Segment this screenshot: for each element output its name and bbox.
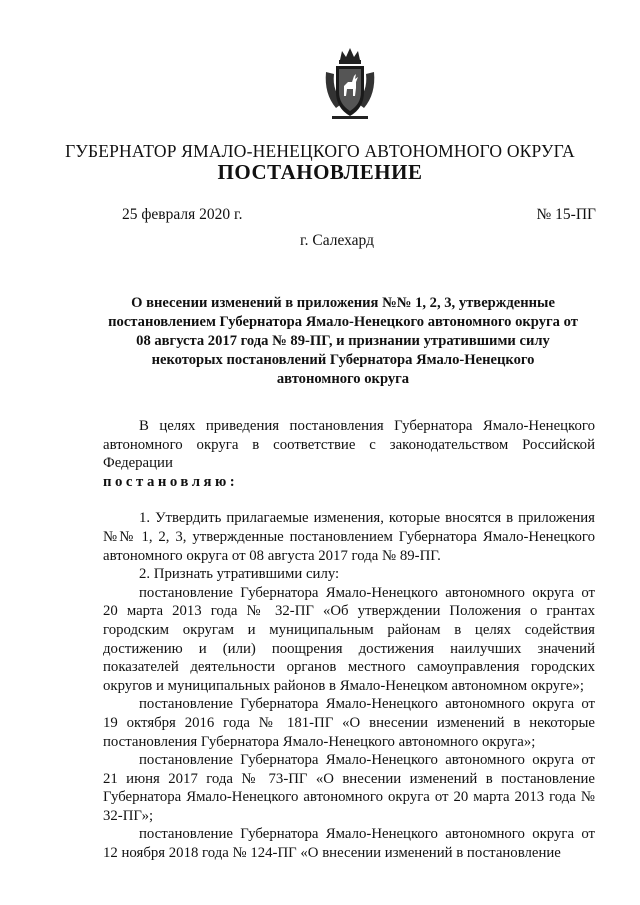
organization-name: ГУБЕРНАТОР ЯМАЛО-НЕНЕЦКОГО АВТОНОМНОГО ОКРУГА [65, 141, 575, 161]
document-date: 25 февраля 2020 г. [122, 206, 243, 223]
preamble-text: В целях приведения постановления Губернатора Ямало-Ненецкого автономного округа в соответствие с законодательством Российской Федерации [103, 418, 595, 472]
decree-word: постановляю: [103, 473, 239, 490]
document-title: О внесении изменений в приложения №№ 1, 2, 3, утвержденные постановлением Губернатора Ямало-Ненецкого автономного округа от 08 августа 2017 года № 89-ПГ, и признании утратившими силу некоторых постановлений Губернатора Ямало-Ненецкого автономного округа [108, 295, 578, 387]
document-number: № 15-ПГ [536, 206, 596, 223]
item-2-paragraph: 2. Признать утратившими силу: [139, 566, 340, 583]
coat-of-arms-icon [322, 46, 378, 122]
repealed-item-4: постановление Губернатора Ямало-Ненецкого автономного округа от 12 ноября 2018 года № 124-ПГ «О внесении изменений в постановление [103, 826, 595, 862]
decree-paragraph [103, 473, 595, 492]
repealed-item-3: постановление Губернатора Ямало-Ненецкого автономного округа от 21 июня 2017 года № 73-ПГ «О внесении изменений в постановление Губернатора Ямало-Ненецкого автономного округа от 20 марта 2013 года № 32-ПГ»; [103, 752, 595, 824]
item-1-paragraph: 1. Утвердить прилагаемые изменения, которые вносятся в приложения №№ 1, 2, 3, утвержденные постановлением Губернатора Ямало-Ненецкого автономного округа от 08 августа 2017 года № 89-ПГ. [103, 510, 595, 564]
repealed-item-1: постановление Губернатора Ямало-Ненецкого автономного округа от 20 марта 2013 года № 32-ПГ «Об утверждении Положения о грантах городским округам и муниципальным районам в целях содействия достижению и (или) поощрения достижения наилучших значений показателей деятельности органов местного самоуправления городских округов и муниципальных районов в Ямало-Ненецком автономном округе»; [103, 584, 595, 694]
repealed-item-2: постановление Губернатора Ямало-Ненецкого автономного округа от 19 октября 2016 года № 181-ПГ «О внесении изменений в некоторые постановления Губернатора Ямало-Ненецкого автономного округа»; [103, 696, 595, 750]
preamble-paragraph [103, 417, 595, 473]
document-body [103, 417, 595, 863]
document-city: г. Салехард [300, 232, 374, 249]
document-type: ПОСТАНОВЛЕНИЕ [217, 160, 423, 184]
